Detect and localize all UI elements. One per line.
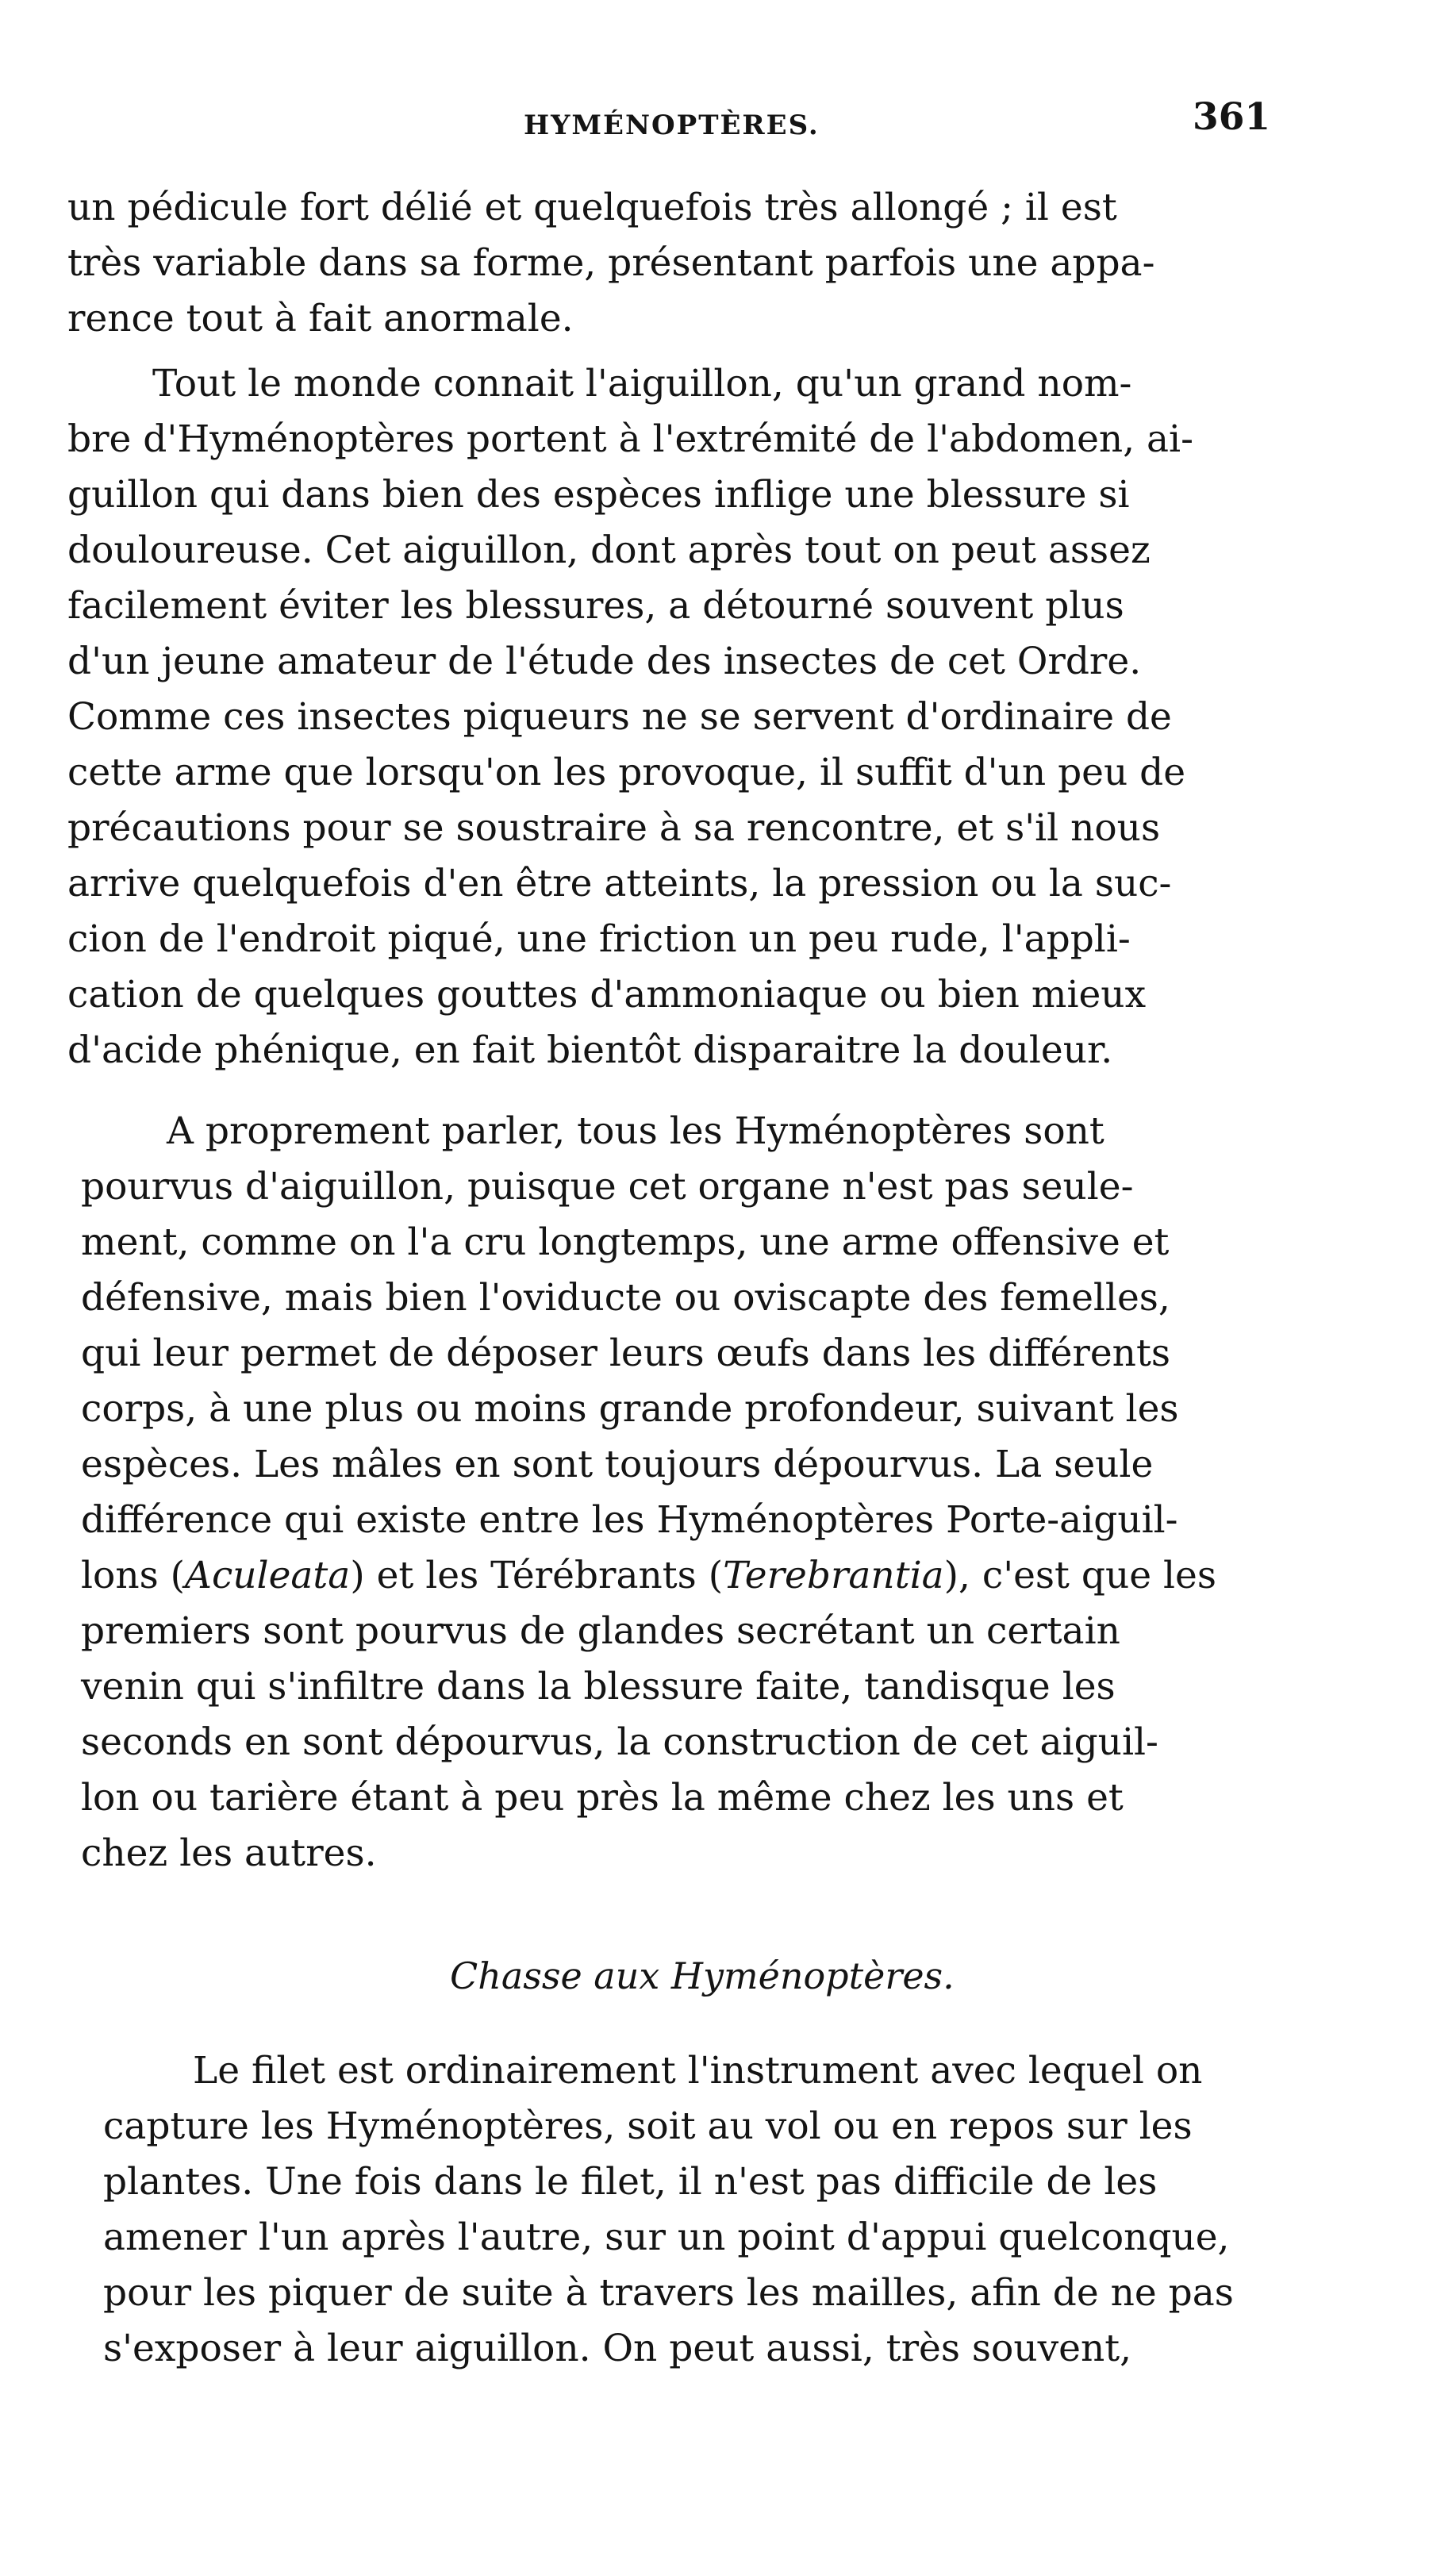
text-line: pourvus d'aiguillon, puisque cet organe n'est pas seule- xyxy=(81,1165,1134,1209)
text-line: très variable dans sa forme, présentant parfois une appa- xyxy=(67,241,1155,285)
text-line xyxy=(81,1552,1216,1600)
text-line: capture les Hyménoptères, soit au vol ou en repos sur les xyxy=(103,2104,1193,2148)
text-line: amener l'un après l'autre, sur un point d'appui quelconque, xyxy=(103,2216,1230,2259)
text-line: lon ou tarière étant à peu près la même chez les uns et xyxy=(81,1776,1124,1820)
text-line: qui leur permet de déposer leurs œufs dans les différents xyxy=(81,1332,1170,1375)
text-line: A proprement parler, tous les Hyménoptères sont xyxy=(167,1109,1104,1153)
text-line: différence qui existe entre les Hyménoptères Porte-aiguil- xyxy=(81,1498,1178,1542)
text-line: cion de l'endroit piqué, une friction un peu rude, l'appli- xyxy=(67,917,1131,961)
text-line: bre d'Hyménoptères portent à l'extrémité de l'abdomen, ai- xyxy=(67,417,1193,461)
text-line: défensive, mais bien l'oviducte ou oviscapte des femelles, xyxy=(81,1276,1170,1320)
text-line: Le filet est ordinairement l'instrument avec lequel on xyxy=(193,2049,1203,2093)
text-line: chez les autres. xyxy=(81,1831,377,1875)
latin-term-aculeata: Aculeata xyxy=(185,1554,351,1597)
text-line: cation de quelques gouttes d'ammoniaque ou bien mieux xyxy=(67,973,1147,1017)
section-title: Chasse aux Hyménoptères. xyxy=(450,1954,955,1997)
text-line: corps, à une plus ou moins grande profondeur, suivant les xyxy=(81,1387,1179,1431)
text-line: douloureuse. Cet aiguillon, dont après tout on peut assez xyxy=(67,528,1151,572)
text-line: d'acide phénique, en fait bientôt disparaitre la douleur. xyxy=(67,1028,1113,1072)
text-line: facilement éviter les blessures, a détourné souvent plus xyxy=(67,584,1124,628)
text-line: seconds en sont dépourvus, la construction de cet aiguil- xyxy=(81,1720,1158,1764)
text-line: venin qui s'infiltre dans la blessure faite, tandisque les xyxy=(81,1665,1116,1708)
text-line: cette arme que lorsqu'on les provoque, il suffit d'un peu de xyxy=(67,751,1186,794)
text-line: guillon qui dans bien des espèces inflige une blessure si xyxy=(67,473,1130,517)
text-line: arrive quelquefois d'en être atteints, la pression ou la suc- xyxy=(67,862,1172,905)
running-header-title: HYMÉNOPTÈRES. xyxy=(524,110,820,141)
text-line: précautions pour se soustraire à sa rencontre, et s'il nous xyxy=(67,806,1161,850)
text-line: premiers sont pourvus de glandes secrétant un certain xyxy=(81,1609,1120,1653)
text-line: pour les piquer de suite à travers les mailles, afin de ne pas xyxy=(103,2271,1234,2315)
text-line: d'un jeune amateur de l'étude des insectes de cet Ordre. xyxy=(67,640,1142,683)
text-line: Tout le monde connait l'aiguillon, qu'un grand nom- xyxy=(152,362,1132,405)
text-line: Comme ces insectes piqueurs ne se servent d'ordinaire de xyxy=(67,695,1172,739)
latin-term-terebrantia: Terebrantia xyxy=(723,1554,944,1597)
text-line: ment, comme on l'a cru longtemps, une arme offensive et xyxy=(81,1220,1170,1264)
text-line: plantes. Une fois dans le filet, il n'est pas difficile de les xyxy=(103,2160,1158,2204)
text-segment: ) et les Térébrants ( xyxy=(350,1554,724,1597)
text-line: s'exposer à leur aiguillon. On peut aussi, très souvent, xyxy=(103,2327,1132,2370)
text-line: rence tout à fait anormale. xyxy=(67,297,574,340)
text-line: espèces. Les mâles en sont toujours dépourvus. La seule xyxy=(81,1443,1154,1486)
text-line: un pédicule fort délié et quelquefois très allongé ; il est xyxy=(67,186,1117,229)
text-segment: ), c'est que les xyxy=(943,1554,1216,1597)
text-segment: lons ( xyxy=(81,1554,185,1597)
page-number: 361 xyxy=(1193,95,1271,139)
